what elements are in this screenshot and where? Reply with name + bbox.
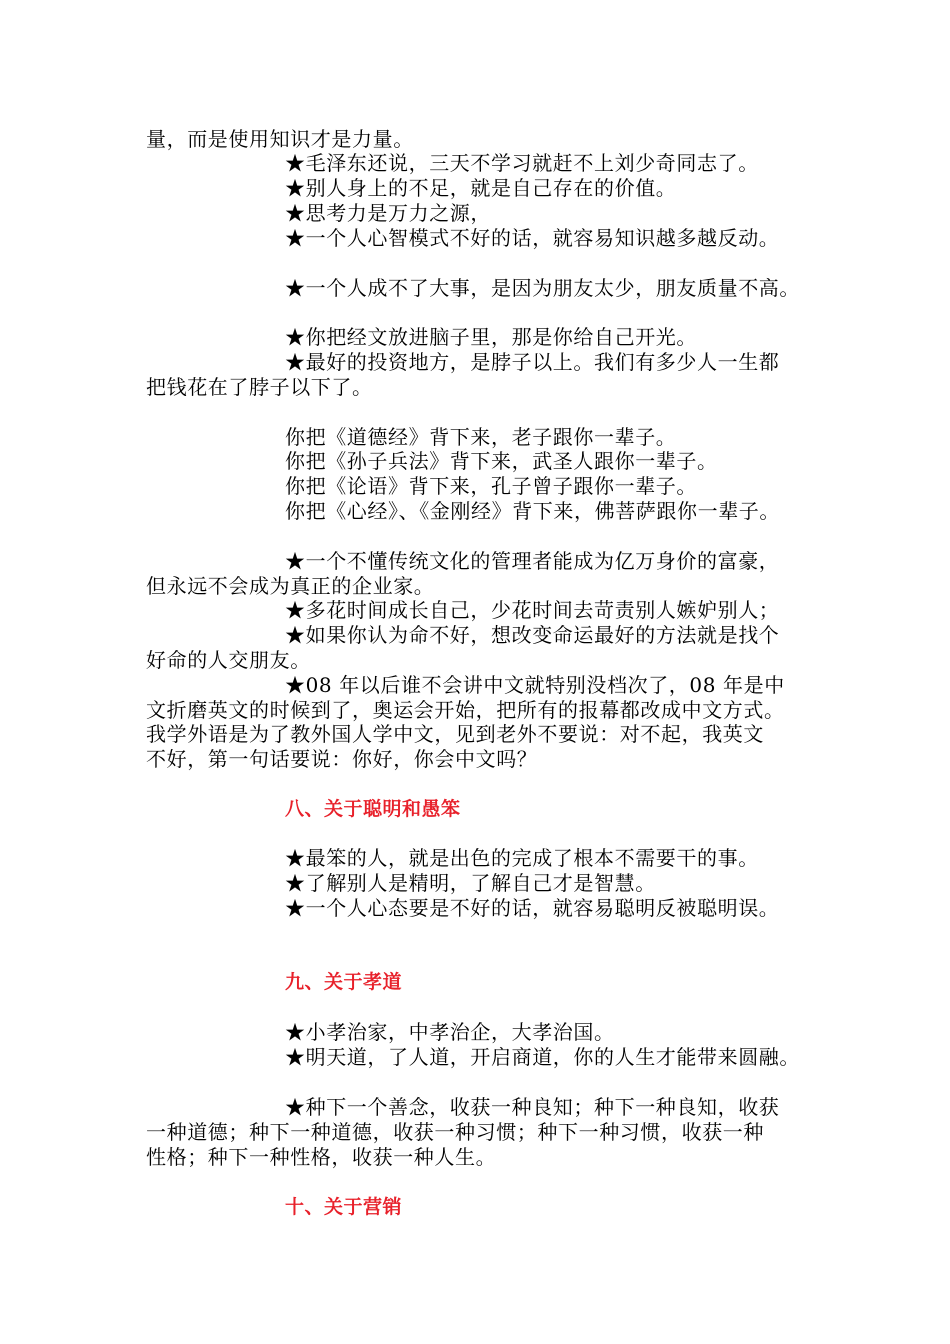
text-line: ★一个人成不了大事，是因为朋友太少，朋友质量不高。 (285, 276, 800, 300)
text-line: 你把《心经》、《金刚经》背下来，佛菩萨跟你一辈子。 (285, 499, 780, 523)
text-line: 不好，第一句话要说：你好，你会中文吗？ (146, 747, 538, 771)
text-line: ★最笨的人，就是出色的完成了根本不需要干的事。 (285, 846, 759, 870)
text-line: ★别人身上的不足，就是自己存在的价值。 (285, 176, 677, 200)
text-line: 性格；种下一种性格，收获一种人生。 (146, 1145, 497, 1169)
text-line: 量，而是使用知识才是力量。 (146, 127, 414, 151)
text-line: ★最好的投资地方，是脖子以上。我们有多少人一生都 (285, 350, 780, 374)
text-line: ★如果你认为命不好，想改变命运最好的方法就是找个 (285, 623, 780, 647)
text-line: ★一个人心智模式不好的话，就容易知识越多越反动。 (285, 226, 780, 250)
text-line: ★种下一个善念，收获一种良知；种下一种良知，收获 (285, 1095, 780, 1119)
text-line: ★一个不懂传统文化的管理者能成为亿万身价的富豪， (285, 549, 780, 573)
text-line: 你把《孙子兵法》背下来，武圣人跟你一辈子。 (285, 449, 718, 473)
text-line: 把钱花在了脖子以下了。 (146, 375, 373, 399)
text-line: ★明天道，了人道，开启商道，你的人生才能带来圆融。 (285, 1045, 800, 1069)
text-line: ★多花时间成长自己，少花时间去苛责别人嫉妒别人； (285, 598, 780, 622)
section-heading-filial-piety: 九、关于孝道 (285, 971, 403, 993)
text-line: ★一个人心态要是不好的话，就容易聪明反被聪明误。 (285, 896, 780, 920)
text-line: ★08 年以后谁不会讲中文就特别没档次了，08 年是中 (285, 673, 785, 697)
text-line: ★你把经文放进脑子里，那是你给自己开光。 (285, 325, 697, 349)
section-heading-smart-and-foolish: 八、关于聪明和愚笨 (285, 798, 461, 820)
text-line: ★了解别人是精明，了解自己才是智慧。 (285, 871, 656, 895)
text-line: 但永远不会成为真正的企业家。 (146, 574, 435, 598)
text-line: 一种道德；种下一种道德，收获一种习惯；种下一种习惯，收获一种 (146, 1120, 764, 1144)
text-line: 你把《论语》背下来，孔子曾子跟你一辈子。 (285, 474, 697, 498)
text-line: 我学外语是为了教外国人学中文，见到老外不要说：对不起，我英文 (146, 722, 764, 746)
text-line: 好命的人交朋友。 (146, 648, 311, 672)
text-line: 文折磨英文的时候到了，奥运会开始，把所有的报幕都改成中文方式。 (146, 698, 785, 722)
text-line: 你把《道德经》背下来，老子跟你一辈子。 (285, 425, 677, 449)
section-heading-marketing: 十、关于营销 (285, 1196, 403, 1218)
text-line: ★思考力是万力之源， (285, 201, 491, 225)
text-line: ★毛泽东还说，三天不学习就赶不上刘少奇同志了。 (285, 151, 759, 175)
text-line: ★小孝治家，中孝治企，大孝治国。 (285, 1020, 615, 1044)
